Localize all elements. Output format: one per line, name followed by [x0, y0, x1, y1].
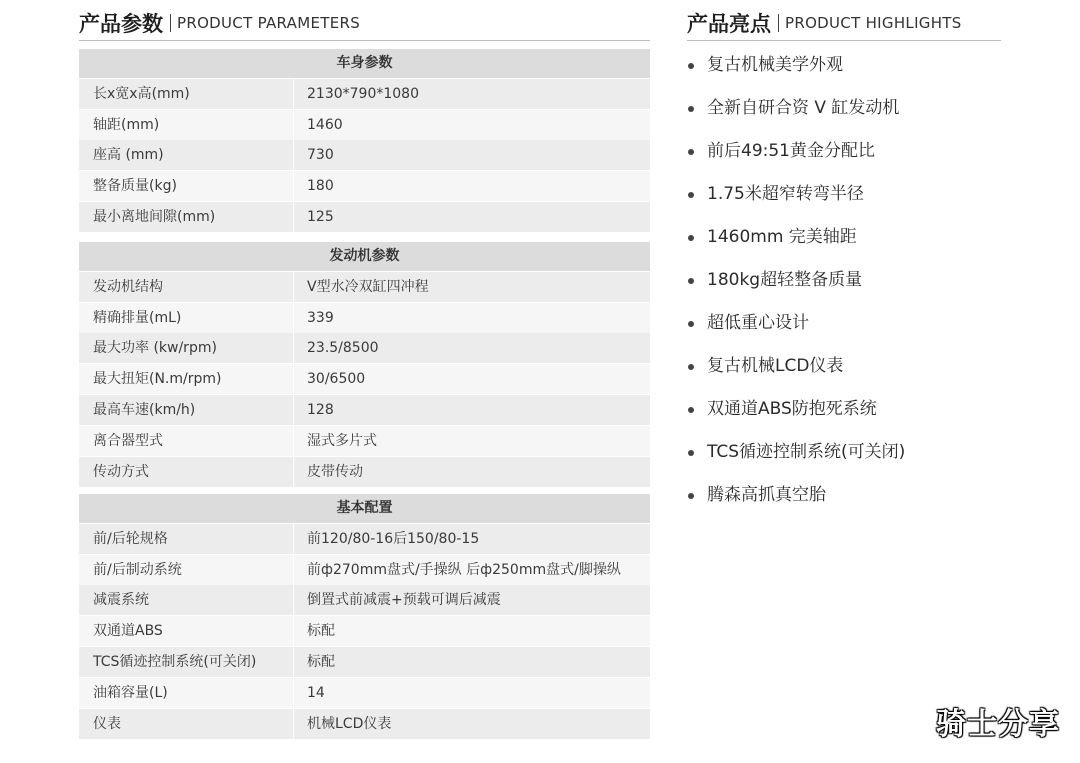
table-row [79, 79, 650, 109]
row-value: 30/6500 [294, 364, 650, 394]
bullet-icon [688, 63, 694, 69]
row-label: 最高车速(km/h) [79, 395, 293, 425]
row-label: 轴距(mm) [79, 110, 293, 140]
row-label: 精确排量(mL) [79, 303, 293, 333]
row-label: 减震系统 [79, 585, 293, 615]
table-row [79, 202, 650, 232]
row-value: 标配 [294, 616, 650, 646]
row-value: 倒置式前减震+预载可调后减震 [294, 585, 650, 615]
list-item [685, 479, 905, 522]
table-row [79, 678, 650, 708]
table-row [79, 647, 650, 677]
row-label: 最小离地间隙(mm) [79, 202, 293, 232]
table-row [79, 616, 650, 646]
row-label: 整备质量(kg) [79, 171, 293, 201]
table-row [79, 457, 650, 487]
product-highlights-heading [687, 6, 1001, 41]
table-row [79, 585, 650, 615]
table-row [79, 524, 650, 554]
row-label: 最大扭矩(N.m/rpm) [79, 364, 293, 394]
list-item [685, 135, 905, 178]
row-value: 180 [294, 171, 650, 201]
table-row [79, 555, 650, 585]
table-row [79, 709, 650, 739]
row-label: 前/后制动系统 [79, 555, 293, 585]
body-parameters-table [79, 49, 650, 232]
list-item [685, 49, 905, 92]
list-item [685, 221, 905, 264]
row-value: 128 [294, 395, 650, 425]
highlight-text: 180kg超轻整备质量 [707, 270, 863, 290]
bullet-icon [688, 106, 694, 112]
list-item [685, 92, 905, 135]
heading-zh: 产品亮点 [687, 12, 771, 36]
table-row [79, 303, 650, 333]
highlight-text: 全新自研合资 V 缸发动机 [707, 98, 900, 118]
highlight-text: TCS循迹控制系统(可关闭) [707, 442, 906, 462]
highlight-text: 前后49:51黄金分配比 [707, 141, 875, 161]
row-value: 1460 [294, 110, 650, 140]
row-value: 339 [294, 303, 650, 333]
row-value: 前ф270mm盘式/手操纵 后ф250mm盘式/脚操纵 [294, 555, 650, 585]
list-item [685, 436, 905, 479]
table-row [79, 333, 650, 363]
highlight-text: 双通道ABS防抱死系统 [707, 399, 877, 419]
bullet-icon [688, 450, 694, 456]
row-label: 发动机结构 [79, 272, 293, 302]
list-item [685, 178, 905, 221]
row-value: 2130*790*1080 [294, 79, 650, 109]
row-value: 125 [294, 202, 650, 232]
highlights-list [685, 49, 905, 522]
heading-divider [778, 14, 779, 32]
section-title: 车身参数 [79, 49, 650, 78]
list-item [685, 350, 905, 393]
bullet-icon [688, 364, 694, 370]
row-value: 标配 [294, 647, 650, 677]
row-value: V型水冷双缸四冲程 [294, 272, 650, 302]
bullet-icon [688, 278, 694, 284]
highlight-text: 1460mm 完美轴距 [707, 227, 857, 247]
highlight-text: 复古机械美学外观 [707, 55, 843, 75]
heading-en: PRODUCT HIGHLIGHTS [785, 14, 962, 32]
row-value: 湿式多片式 [294, 426, 650, 456]
highlight-text: 复古机械LCD仪表 [707, 356, 844, 376]
row-label: 长x宽x高(mm) [79, 79, 293, 109]
highlight-text: 腾森高抓真空胎 [707, 485, 826, 505]
row-value: 前120/80-16后150/80-15 [294, 524, 650, 554]
row-label: 座高 (mm) [79, 140, 293, 170]
list-item [685, 307, 905, 350]
bullet-icon [688, 321, 694, 327]
row-label: 离合器型式 [79, 426, 293, 456]
row-value: 皮带传动 [294, 457, 650, 487]
section-title: 基本配置 [79, 494, 650, 523]
highlight-text: 1.75米超窄转弯半径 [707, 184, 864, 204]
bullet-icon [688, 192, 694, 198]
section-title: 发动机参数 [79, 242, 650, 271]
basic-configuration-table [79, 494, 650, 739]
table-row [79, 272, 650, 302]
highlight-text: 超低重心设计 [707, 313, 809, 333]
table-row [79, 395, 650, 425]
row-value: 14 [294, 678, 650, 708]
row-label: 最大功率 (kw/rpm) [79, 333, 293, 363]
engine-parameters-table [79, 242, 650, 487]
row-label: 前/后轮规格 [79, 524, 293, 554]
watermark: 骑士分享 [936, 707, 1060, 742]
heading-en: PRODUCT PARAMETERS [177, 14, 361, 32]
row-value: 机械LCD仪表 [294, 709, 650, 739]
row-label: 油箱容量(L) [79, 678, 293, 708]
bullet-icon [688, 235, 694, 241]
row-label: 传动方式 [79, 457, 293, 487]
table-row [79, 140, 650, 170]
table-row [79, 171, 650, 201]
table-row [79, 426, 650, 456]
row-label: 双通道ABS [79, 616, 293, 646]
product-parameters-heading [79, 6, 650, 41]
list-item [685, 393, 905, 436]
row-value: 23.5/8500 [294, 333, 650, 363]
bullet-icon [688, 149, 694, 155]
heading-zh: 产品参数 [79, 12, 163, 36]
bullet-icon [688, 407, 694, 413]
table-row [79, 110, 650, 140]
list-item [685, 264, 905, 307]
heading-divider [170, 14, 171, 32]
table-row [79, 364, 650, 394]
row-label: TCS循迹控制系统(可关闭) [79, 647, 293, 677]
row-value: 730 [294, 140, 650, 170]
bullet-icon [688, 493, 694, 499]
row-label: 仪表 [79, 709, 293, 739]
